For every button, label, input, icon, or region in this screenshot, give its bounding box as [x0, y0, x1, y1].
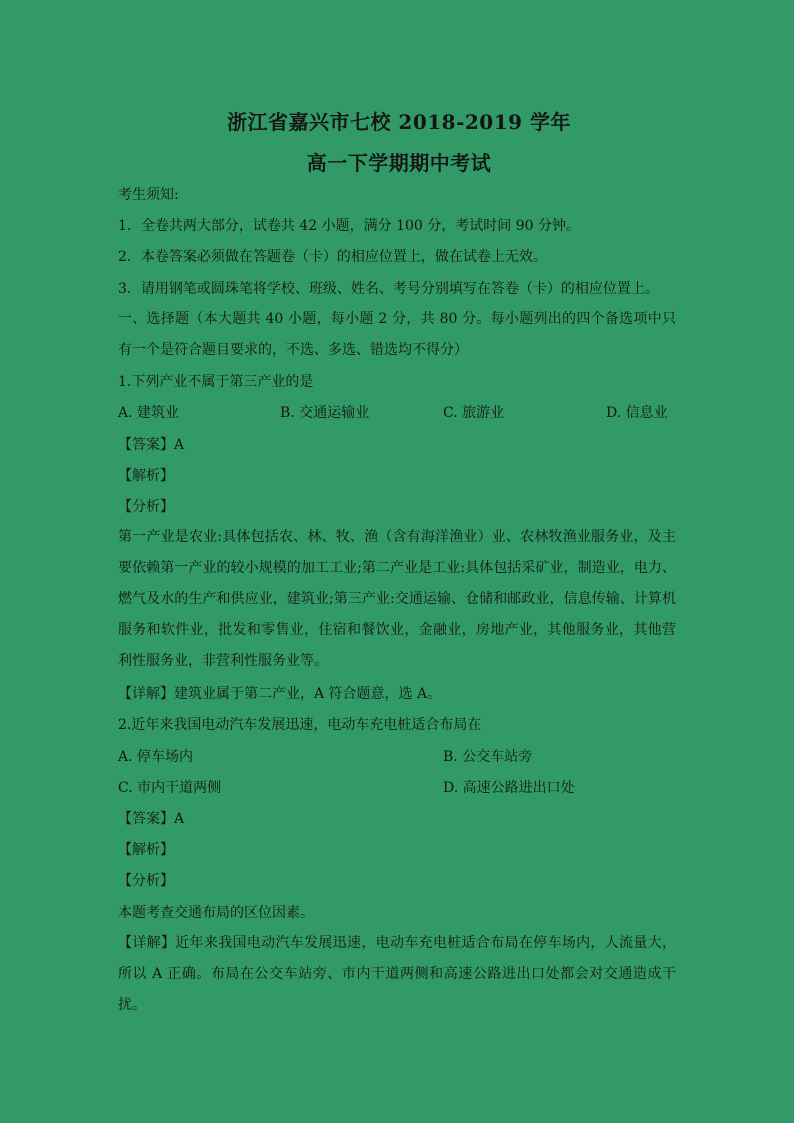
question-1-option-c: C. 旅游业: [443, 405, 505, 421]
notice-item: 3．请用钢笔或圆珠笔将学校、班级、姓名、考号分别填写在答卷（卡）的相应位置上。: [118, 281, 659, 297]
question-1-option-a: A. 建筑业: [118, 405, 180, 421]
section-intro: 一、选择题（本大题共 40 小题，每小题 2 分，共 80 分。每小题列出的四个备选项中只有一个是符合题目要求的，不选、多选、错选均不得分）: [118, 311, 676, 358]
page-subtitle: 高一下学期期中考试: [306, 151, 492, 175]
question-2-answer: 【答案】A: [118, 811, 185, 827]
question-2-jiexi: 【解析】: [118, 842, 174, 858]
question-1-detail: 【详解】建筑业属于第二产业，A 符合题意，选 A。: [118, 686, 442, 702]
question-2-option-d: D. 高速公路进出口处: [443, 780, 575, 796]
question-1-stem: 1.下列产业不属于第三产业的是: [118, 374, 314, 390]
question-1-fenxi-label: 【分析】: [118, 499, 174, 515]
question-2-analysis: 本题考查交通布局的区位因素。: [118, 905, 314, 921]
question-2-option-a: A. 停车场内: [118, 749, 194, 765]
question-2-fenxi-label: 【分析】: [118, 873, 174, 889]
notice-item: 2．本卷答案必须做在答题卷（卡）的相应位置上，做在试卷上无效。: [118, 249, 547, 265]
page-title: 浙江省嘉兴市七校 2018-2019 学年: [226, 110, 572, 134]
question-2-detail: 【详解】近年来我国电动汽车发展迅速，电动车充电桩适合布局在停车场内，人流量大，所以 A 正确。布局在公交车站旁、市内干道两侧和高速公路进出口处都会对交通造成干扰。: [118, 935, 676, 1013]
question-1-analysis: 第一产业是农业:具体包括农、林、牧、渔（含有海洋渔业）业、农林牧渔业服务业，及主要依赖第一产业的较小规模的加工工业;第二产业是工业:具体包括采矿业，制造业，电力、燃气及水的生产和供应业，建筑业;第三产业:交通运输、仓储和邮政业，信息传输、计算机服务和软件业，批发和零售业，住宿和餐饮业，金融业，房地产业，其他服务业，其他营利性服务业，非营利性服务业等。: [118, 529, 676, 669]
question-2-option-c: C. 市内干道两侧: [118, 780, 222, 796]
question-2-option-b: B. 公交车站旁: [443, 749, 533, 765]
question-1-answer: 【答案】A: [118, 437, 185, 453]
notice-item: 1．全卷共两大部分，试卷共 42 小题，满分 100 分，考试时间 90 分钟。: [118, 218, 580, 234]
notice-heading: 考生须知:: [118, 187, 179, 203]
question-1-option-b: B. 交通运输业: [280, 405, 370, 421]
question-1-option-d: D. 信息业: [606, 405, 668, 421]
question-1-jiexi: 【解析】: [118, 468, 174, 484]
question-2-stem: 2.近年来我国电动汽车发展迅速，电动车充电桩适合布局在: [118, 717, 482, 733]
